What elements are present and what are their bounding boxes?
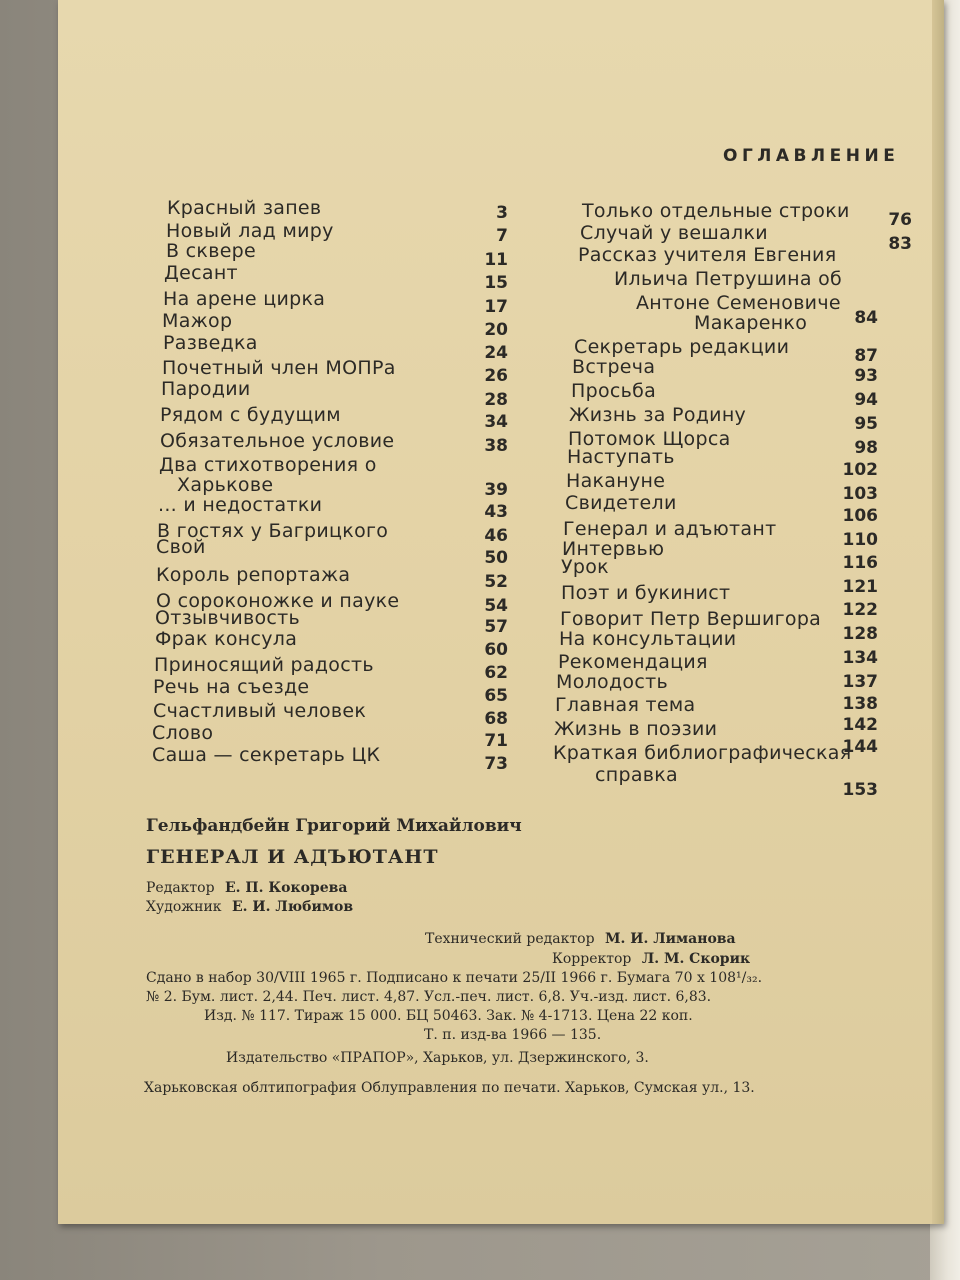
- toc-entry-title: Слово: [152, 722, 214, 744]
- toc-entry-page: 102: [842, 460, 878, 480]
- page-edge: [932, 0, 944, 1224]
- toc-entry-title: О сороконожке и пауке: [156, 590, 400, 612]
- toc-entry-title: На арене цирка: [163, 288, 326, 310]
- toc-entry-page: 54: [484, 596, 508, 616]
- toc-entry-title: Король репортажа: [156, 564, 351, 586]
- proofreader-label: Корректор: [552, 951, 632, 967]
- toc-entry-page: 122: [842, 600, 878, 620]
- author-name: Гельфандбейн Григорий Михайлович: [146, 816, 522, 836]
- toc-entry-page: 60: [484, 640, 508, 660]
- toc-entry-title-continued: Антоне Семеновиче: [636, 292, 841, 314]
- toc-entry-page: 7: [496, 226, 508, 246]
- toc-entry-title: Урок: [561, 556, 609, 578]
- toc-entry-title-continued: справка: [595, 764, 678, 786]
- toc-entry-page: 103: [842, 484, 878, 504]
- toc-entry-title: Главная тема: [555, 694, 696, 716]
- toc-entry-title: Красный запев: [167, 197, 322, 219]
- toc-entry-title: Свидетели: [565, 492, 677, 514]
- toc-entry-title: Накануне: [566, 470, 666, 492]
- toc-entry-title: Приносящий радость: [154, 654, 374, 676]
- toc-entry-page: 24: [484, 343, 508, 363]
- editor-name: Е. П. Кокорева: [225, 880, 348, 896]
- toc-entry-page: 134: [842, 648, 878, 668]
- print-details-2: № 2. Бум. лист. 2,44. Печ. лист. 4,87. Усл.-печ. лист. 6,8. Уч.-изд. лист. 6,83.: [146, 989, 712, 1005]
- toc-entry-page: 34: [484, 412, 508, 432]
- toc-entry-title: Саша — секретарь ЦК: [152, 744, 381, 766]
- toc-entry-page: 43: [484, 502, 508, 522]
- toc-entry-page: 38: [484, 436, 508, 456]
- toc-entry-title: Секретарь редакции: [574, 336, 790, 358]
- toc-entry-page: 84: [854, 308, 878, 328]
- toc-entry-page: 62: [484, 663, 508, 683]
- toc-entry-page: 68: [484, 709, 508, 729]
- toc-entry-title: ... и недостатки: [158, 494, 323, 516]
- toc-entry-title: Молодость: [556, 671, 668, 693]
- toc-entry-title: Разведка: [163, 332, 258, 354]
- toc-entry-page: 26: [484, 366, 508, 386]
- toc-entry-page: 116: [842, 553, 878, 573]
- toc-entry-title: Рекомендация: [558, 651, 708, 673]
- toc-entry-page: 15: [484, 273, 508, 293]
- print-details-1: Сдано в набор 30/VIII 1965 г. Подписано к печати 25/II 1966 г. Бумага 70 x 108¹/₃₂.: [146, 970, 763, 986]
- toc-entry-title: Говорит Петр Вершигора: [560, 608, 822, 630]
- toc-entry-page: 46: [484, 526, 508, 546]
- toc-entry-page: 138: [842, 694, 878, 714]
- toc-entry-title: Интервью: [562, 538, 665, 560]
- toc-entry-title: Генерал и адъютант: [563, 518, 777, 540]
- toc-entry-title: Жизнь за Родину: [569, 404, 747, 426]
- tech-editor-line: [425, 931, 736, 947]
- toc-entry-page: 65: [484, 686, 508, 706]
- tech-editor-name: М. И. Лиманова: [604, 931, 736, 947]
- toc-entry-title: Мажор: [162, 310, 233, 332]
- toc-entry-title: Десант: [164, 262, 238, 284]
- toc-entry-page: 106: [842, 506, 878, 526]
- toc-entry-title: Отзывчивость: [155, 607, 301, 629]
- toc-entry-page: 20: [484, 320, 508, 340]
- toc-entry-title: Краткая библиографическая: [553, 742, 852, 764]
- toc-entry-title: Обязательное условие: [160, 430, 395, 452]
- print-details-4: Т. п. изд-ва 1966 — 135.: [424, 1027, 602, 1043]
- toc-entry-page: 3: [496, 203, 508, 223]
- toc-entry-title: Рассказ учителя Евгения: [578, 244, 837, 266]
- tech-editor-label: Технический редактор: [425, 931, 595, 947]
- toc-entry-title: Пародии: [161, 378, 251, 400]
- toc-entry-page: 73: [484, 754, 508, 774]
- artist-name: Е. И. Любимов: [232, 899, 354, 915]
- toc-entry-page: 11: [484, 250, 508, 270]
- toc-entry-title: Поэт и букинист: [561, 582, 731, 604]
- publisher-line: Издательство «ПРАПОР», Харьков, ул. Дзержинского, 3.: [226, 1050, 649, 1066]
- printer-line: Харьковская облтипография Облуправления по печати. Харьков, Сумская ул., 13.: [144, 1080, 755, 1096]
- toc-entry-page: 142: [842, 715, 878, 735]
- toc-entry-page: 57: [484, 617, 508, 637]
- toc-entry-title: Счастливый человек: [153, 700, 367, 722]
- artist-line: [146, 899, 353, 915]
- toc-entry-title: На консультации: [559, 628, 737, 650]
- editor-line: [146, 880, 347, 896]
- toc-entry-title: Речь на съезде: [153, 676, 310, 698]
- toc-entry-page: 28: [484, 390, 508, 410]
- toc-entry-title: Новый лад миру: [166, 220, 334, 242]
- toc-entry-title-continued: Ильича Петрушина об: [614, 268, 843, 290]
- toc-entry-title: В гостях у Багрицкого: [157, 520, 389, 542]
- toc-entry-page: 110: [842, 530, 878, 550]
- toc-entry-title: Случай у вешалки: [580, 222, 768, 244]
- toc-entry-page: 39: [484, 480, 508, 500]
- proofreader-name: Л. М. Скорик: [641, 951, 751, 967]
- toc-entry-page: 144: [842, 737, 878, 757]
- toc-entry-title-continued: Макаренко: [694, 312, 808, 334]
- toc-entry-page: 52: [484, 572, 508, 592]
- toc-entry-page: 98: [854, 438, 878, 458]
- toc-entry-page: 137: [842, 672, 878, 692]
- toc-entry-page: 93: [854, 366, 878, 386]
- book-title: ГЕНЕРАЛ И АДЪЮТАНТ: [146, 846, 439, 868]
- proofreader-line: [552, 951, 750, 967]
- toc-entry-title: Почетный член МОПРа: [162, 357, 396, 379]
- toc-entry-page: 94: [854, 390, 878, 410]
- toc-entry-title: Только отдельные строки: [582, 200, 850, 222]
- toc-entry-title-continued: Харькове: [177, 474, 274, 496]
- toc-entry-page: 71: [484, 731, 508, 751]
- toc-entry-title: Встреча: [572, 356, 656, 378]
- toc-entry-title: Фрак консула: [155, 628, 298, 650]
- toc-entry-title: Наступать: [567, 446, 675, 468]
- artist-label: Художник: [146, 899, 222, 915]
- toc-entry-title: В сквере: [166, 240, 257, 262]
- toc-entry-page: 153: [842, 780, 878, 800]
- toc-entry-title: Два стихотворения о: [159, 454, 377, 476]
- print-details-3: Изд. № 117. Тираж 15 000. БЦ 50463. Зак. № 4-1713. Цена 22 коп.: [204, 1008, 693, 1024]
- toc-heading: ОГЛАВЛЕНИЕ: [723, 146, 900, 166]
- toc-entry-page: 121: [842, 577, 878, 597]
- toc-entry-title: Свой: [156, 536, 206, 558]
- toc-entry-title: Просьба: [571, 380, 657, 402]
- toc-entry-title: Рядом с будущим: [160, 404, 341, 426]
- toc-entry-page: 76: [888, 210, 912, 230]
- toc-entry-page: 87: [854, 346, 878, 366]
- toc-entry-page: 50: [484, 548, 508, 568]
- toc-entry-page: 17: [484, 297, 508, 317]
- toc-entry-page: 95: [854, 414, 878, 434]
- toc-entry-title: Потомок Щорса: [568, 428, 731, 450]
- toc-entry-page: 83: [888, 234, 912, 254]
- toc-entry-page: 128: [842, 624, 878, 644]
- toc-entry-title: Жизнь в поэзии: [554, 718, 718, 740]
- editor-label: Редактор: [146, 880, 215, 896]
